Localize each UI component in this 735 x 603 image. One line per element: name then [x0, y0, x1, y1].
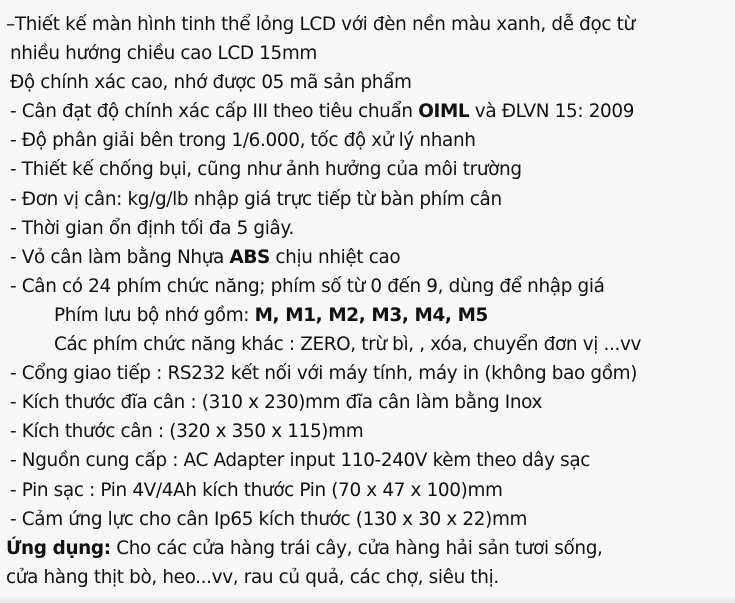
spec-line-accuracy-class — [0, 97, 735, 126]
spec-line-units: - Đơn vị cân: kg/g/lb nhập giá trực tiếp từ bàn phím cân — [10, 188, 502, 210]
spec-line-battery: - Pin sạc : Pin 4V/4Ah kích thước Pin (70 x 47 x 100)mm — [10, 479, 503, 501]
text-segment: - Cân đạt độ chính xác cấp III theo tiêu chuẩn — [10, 101, 419, 123]
bold-term-applications: Ứng dụng: — [6, 537, 111, 559]
bottom-edge-divider — [0, 595, 735, 603]
spec-line-applications-cont: cửa hàng thịt bò, heo...vv, rau củ quả, các chợ, siêu thị. — [6, 566, 499, 588]
spec-line-stabilization: - Thời gian ổn định tối đa 5 giây. — [10, 217, 294, 239]
spec-line-dustproof: - Thiết kế chống bụi, cũng như ảnh hưởng của môi trường — [10, 159, 522, 181]
spec-line-function-keys: Các phím chức năng khác : ZERO, trừ bì, , xóa, chuyển đơn vị ...vv — [54, 334, 642, 356]
spec-line-lcd-display: –Thiết kế màn hình tinh thể lỏng LCD với đèn nền màu xanh, dễ đọc từ — [6, 14, 635, 35]
spec-line-scale-size: - Kích thước cân : (320 x 350 x 115)mm — [10, 421, 364, 443]
spec-line-interface: - Cổng giao tiếp : RS232 kết nối với máy tính, máy in (không bao gồm) — [10, 363, 638, 385]
spec-line-load-cell: - Cảm ứng lực cho cân Ip65 kích thước (130 x 30 x 22)mm — [10, 508, 528, 530]
spec-line-memory-keys — [0, 301, 735, 330]
spec-line-pan-size: - Kích thước đĩa cân : (310 x 230)mm đĩa cân làm bằng Inox — [10, 392, 543, 414]
bold-term-abs: ABS — [229, 246, 270, 268]
spec-line-keys: - Cân có 24 phím chức năng; phím số từ 0 đến 9, dùng để nhập giá — [10, 275, 605, 297]
spec-line-housing — [0, 243, 735, 272]
spec-line-applications — [0, 534, 735, 563]
spec-line-resolution: - Độ phân giải bên trong 1/6.000, tốc độ xử lý nhanh — [10, 130, 476, 152]
bold-term-oiml: OIML — [418, 101, 470, 123]
spec-line-lcd-height: nhiều hướng chiều cao LCD 15mm — [10, 43, 317, 65]
bold-term-memory-keys: M, M1, M2, M3, M4, M5 — [254, 304, 488, 326]
text-segment: chịu nhiệt cao — [269, 246, 401, 268]
spec-line-accuracy-memory: Độ chính xác cao, nhớ được 05 mã sản phẩm — [10, 72, 412, 94]
text-segment: và ĐLVN 15: 2009 — [469, 101, 635, 123]
spec-line-power: - Nguồn cung cấp : AC Adapter input 110-240V kèm theo dây sạc — [10, 450, 591, 472]
text-segment: Phím lưu bộ nhớ gồm: — [54, 304, 255, 326]
text-segment: - Vỏ cân làm bằng Nhựa — [10, 246, 230, 268]
text-segment: Cho các cửa hàng trái cây, cửa hàng hải sản tươi sống, — [110, 537, 603, 559]
